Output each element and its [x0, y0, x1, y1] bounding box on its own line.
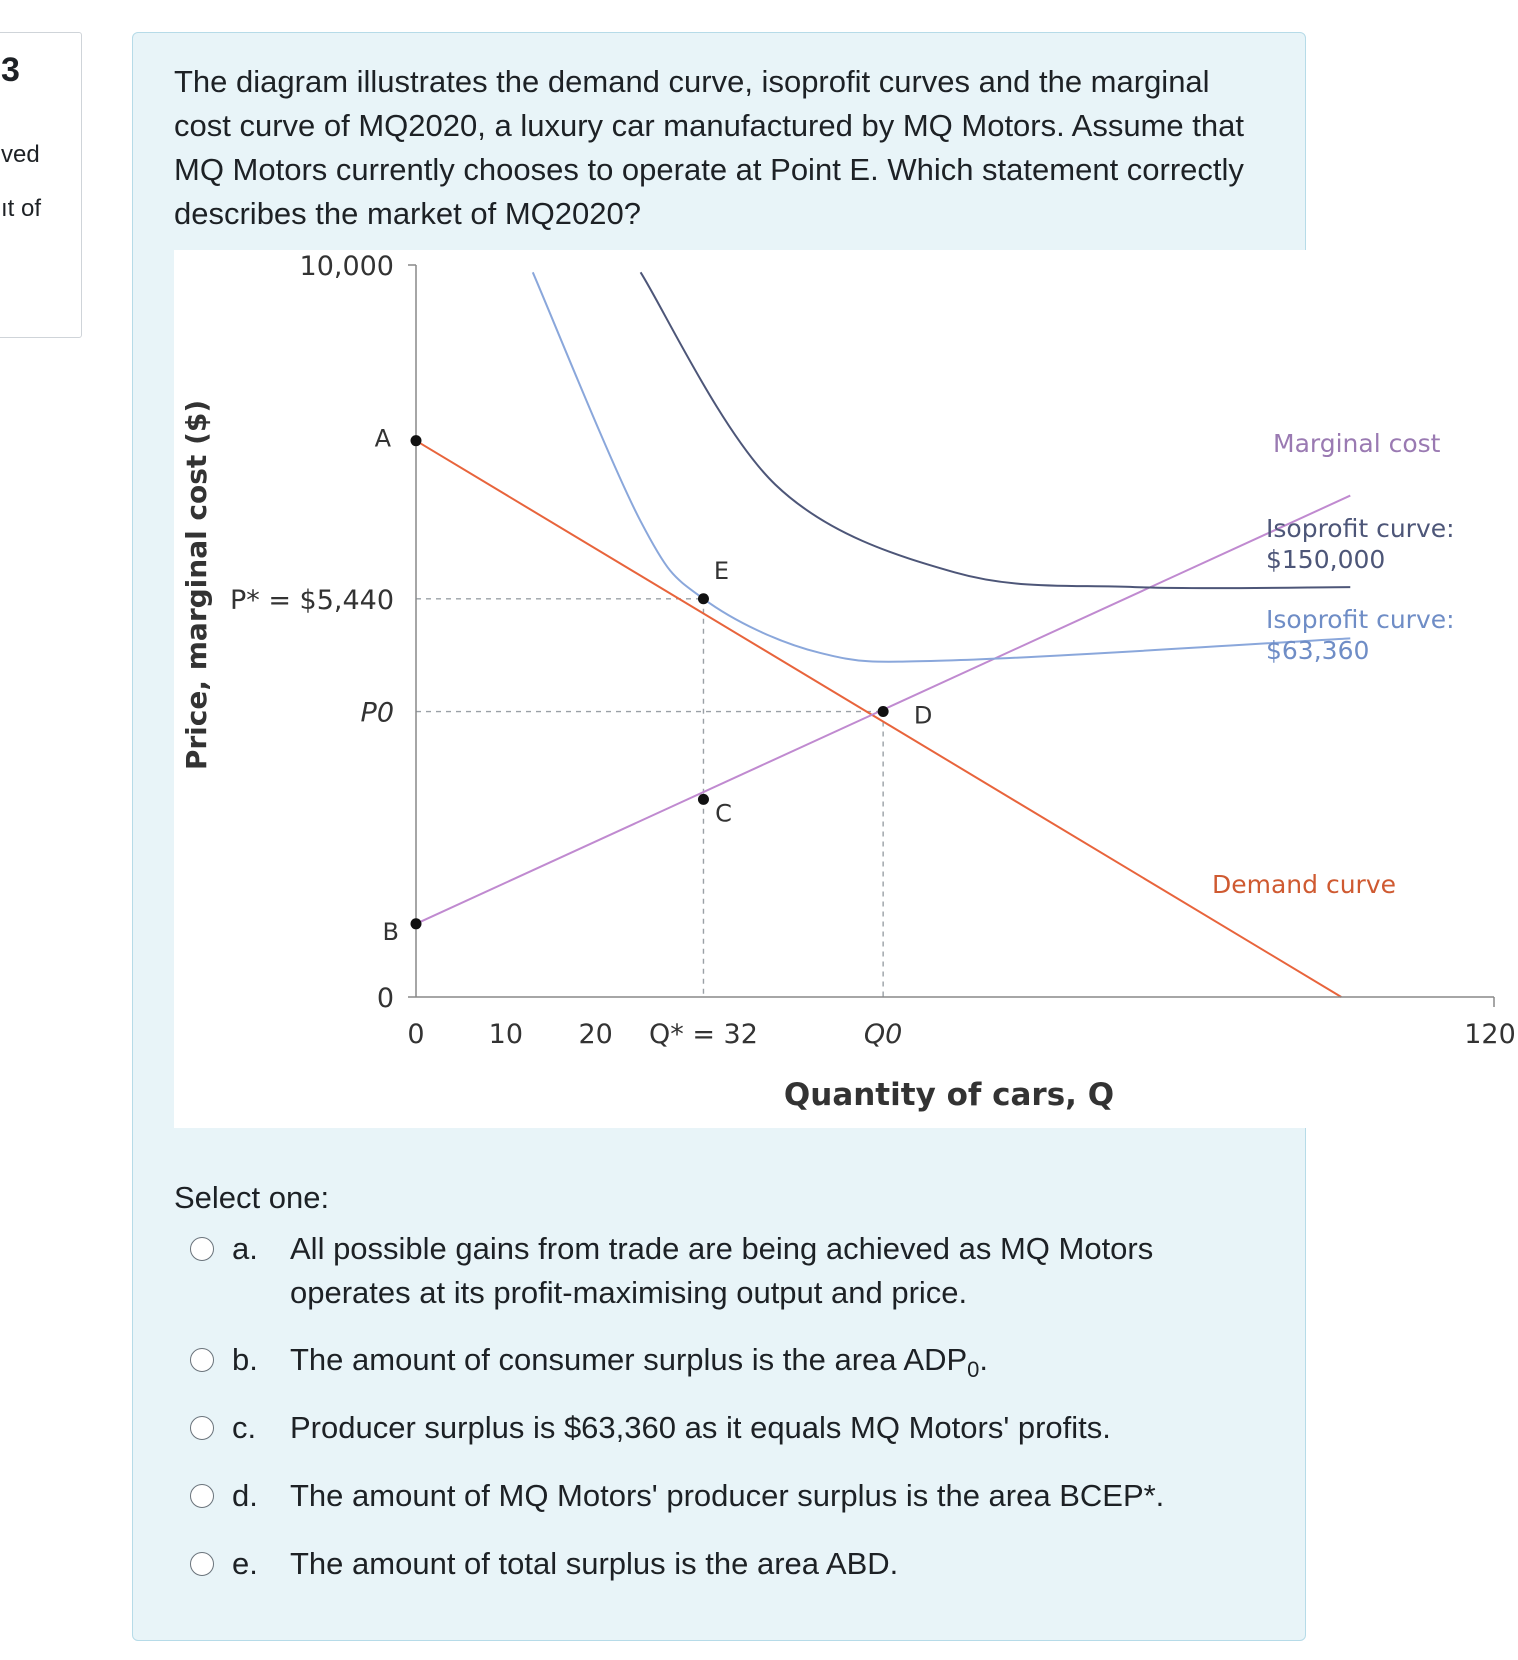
point-label-B: B: [382, 917, 399, 946]
radio-e[interactable]: [190, 1552, 214, 1576]
point-E: [698, 593, 709, 604]
x-tick-label-q0: Q0: [863, 1019, 903, 1050]
question-text: The diagram illustrates the demand curve, isoprofit curves and the marginal cost curve of MQ2020, a luxury car manufactured by MQ Motors. Assume that MQ Motors currently chooses to operate at Point E. Which statement correctly describes the market of MQ2020?: [174, 64, 1244, 231]
point-label-D: D: [913, 701, 933, 730]
point-label-A: A: [374, 424, 391, 453]
radio-d[interactable]: [190, 1484, 214, 1508]
y-tick-label-p0: P0: [360, 697, 394, 729]
chart: [174, 250, 1518, 1128]
point-D: [878, 706, 889, 717]
option-b-tail: .: [979, 1342, 989, 1377]
label-isoprofit-63360-value: $63,360: [1266, 636, 1370, 665]
option-d-text: The amount of MQ Motors' producer surplus is the area BCEP*.: [290, 1478, 1165, 1513]
option-c-letter: c.: [232, 1410, 257, 1445]
option-b-subscript: 0: [967, 1357, 980, 1383]
radio-c[interactable]: [190, 1416, 214, 1440]
y-tick-label-pstar: P* = $5,440: [229, 584, 394, 616]
y-axis-title: Price, marginal cost ($): [180, 399, 213, 771]
option-e-text: The amount of total surplus is the area ABD.: [290, 1546, 899, 1581]
option-a-letter: a.: [232, 1231, 258, 1266]
label-marginal-cost: Marginal cost: [1273, 429, 1441, 458]
point-C: [698, 794, 709, 805]
point-label-C: C: [715, 799, 732, 828]
y-tick-label-0: 0: [376, 983, 394, 1014]
point-label-E: E: [713, 556, 730, 585]
info-status-line: ved: [1, 141, 40, 168]
option-e-letter: e.: [232, 1546, 258, 1581]
x-tick-label-10: 10: [488, 1019, 524, 1050]
question-info-card: [0, 32, 82, 338]
radio-b[interactable]: [190, 1348, 214, 1372]
info-mark-line: ıt of: [1, 195, 42, 222]
point-A: [411, 435, 422, 446]
x-tick-label-20: 20: [578, 1019, 613, 1050]
label-isoprofit-150000: Isoprofit curve:: [1266, 514, 1455, 543]
point-B: [411, 918, 422, 929]
radio-a[interactable]: [190, 1237, 214, 1261]
select-one-label: Select one:: [174, 1180, 330, 1215]
x-tick-label-0: 0: [407, 1019, 425, 1050]
question-number: 3: [1, 51, 20, 89]
option-d-letter: d.: [232, 1478, 258, 1513]
option-b-text-wrap: [290, 1338, 1270, 1392]
chart-svg: [174, 250, 1518, 1128]
label-isoprofit-150000-value: $150,000: [1266, 545, 1386, 574]
x-tick-label-qstar: Q* = 32: [649, 1019, 758, 1050]
label-isoprofit-63360: Isoprofit curve:: [1266, 605, 1455, 634]
option-b-text: The amount of consumer surplus is the area ADP: [290, 1342, 968, 1377]
option-a-text: All possible gains from trade are being achieved as MQ Motors operates at its profit-maximising output and price.: [290, 1231, 1154, 1310]
label-demand-curve: Demand curve: [1212, 870, 1397, 899]
x-axis-title: Quantity of cars, Q: [783, 1077, 1115, 1113]
y-tick-label-10000: 10,000: [299, 251, 394, 282]
option-c-text: Producer surplus is $63,360 as it equals MQ Motors' profits.: [290, 1410, 1111, 1445]
x-tick-label-120: 120: [1464, 1019, 1516, 1050]
option-b-letter: b.: [232, 1342, 258, 1377]
